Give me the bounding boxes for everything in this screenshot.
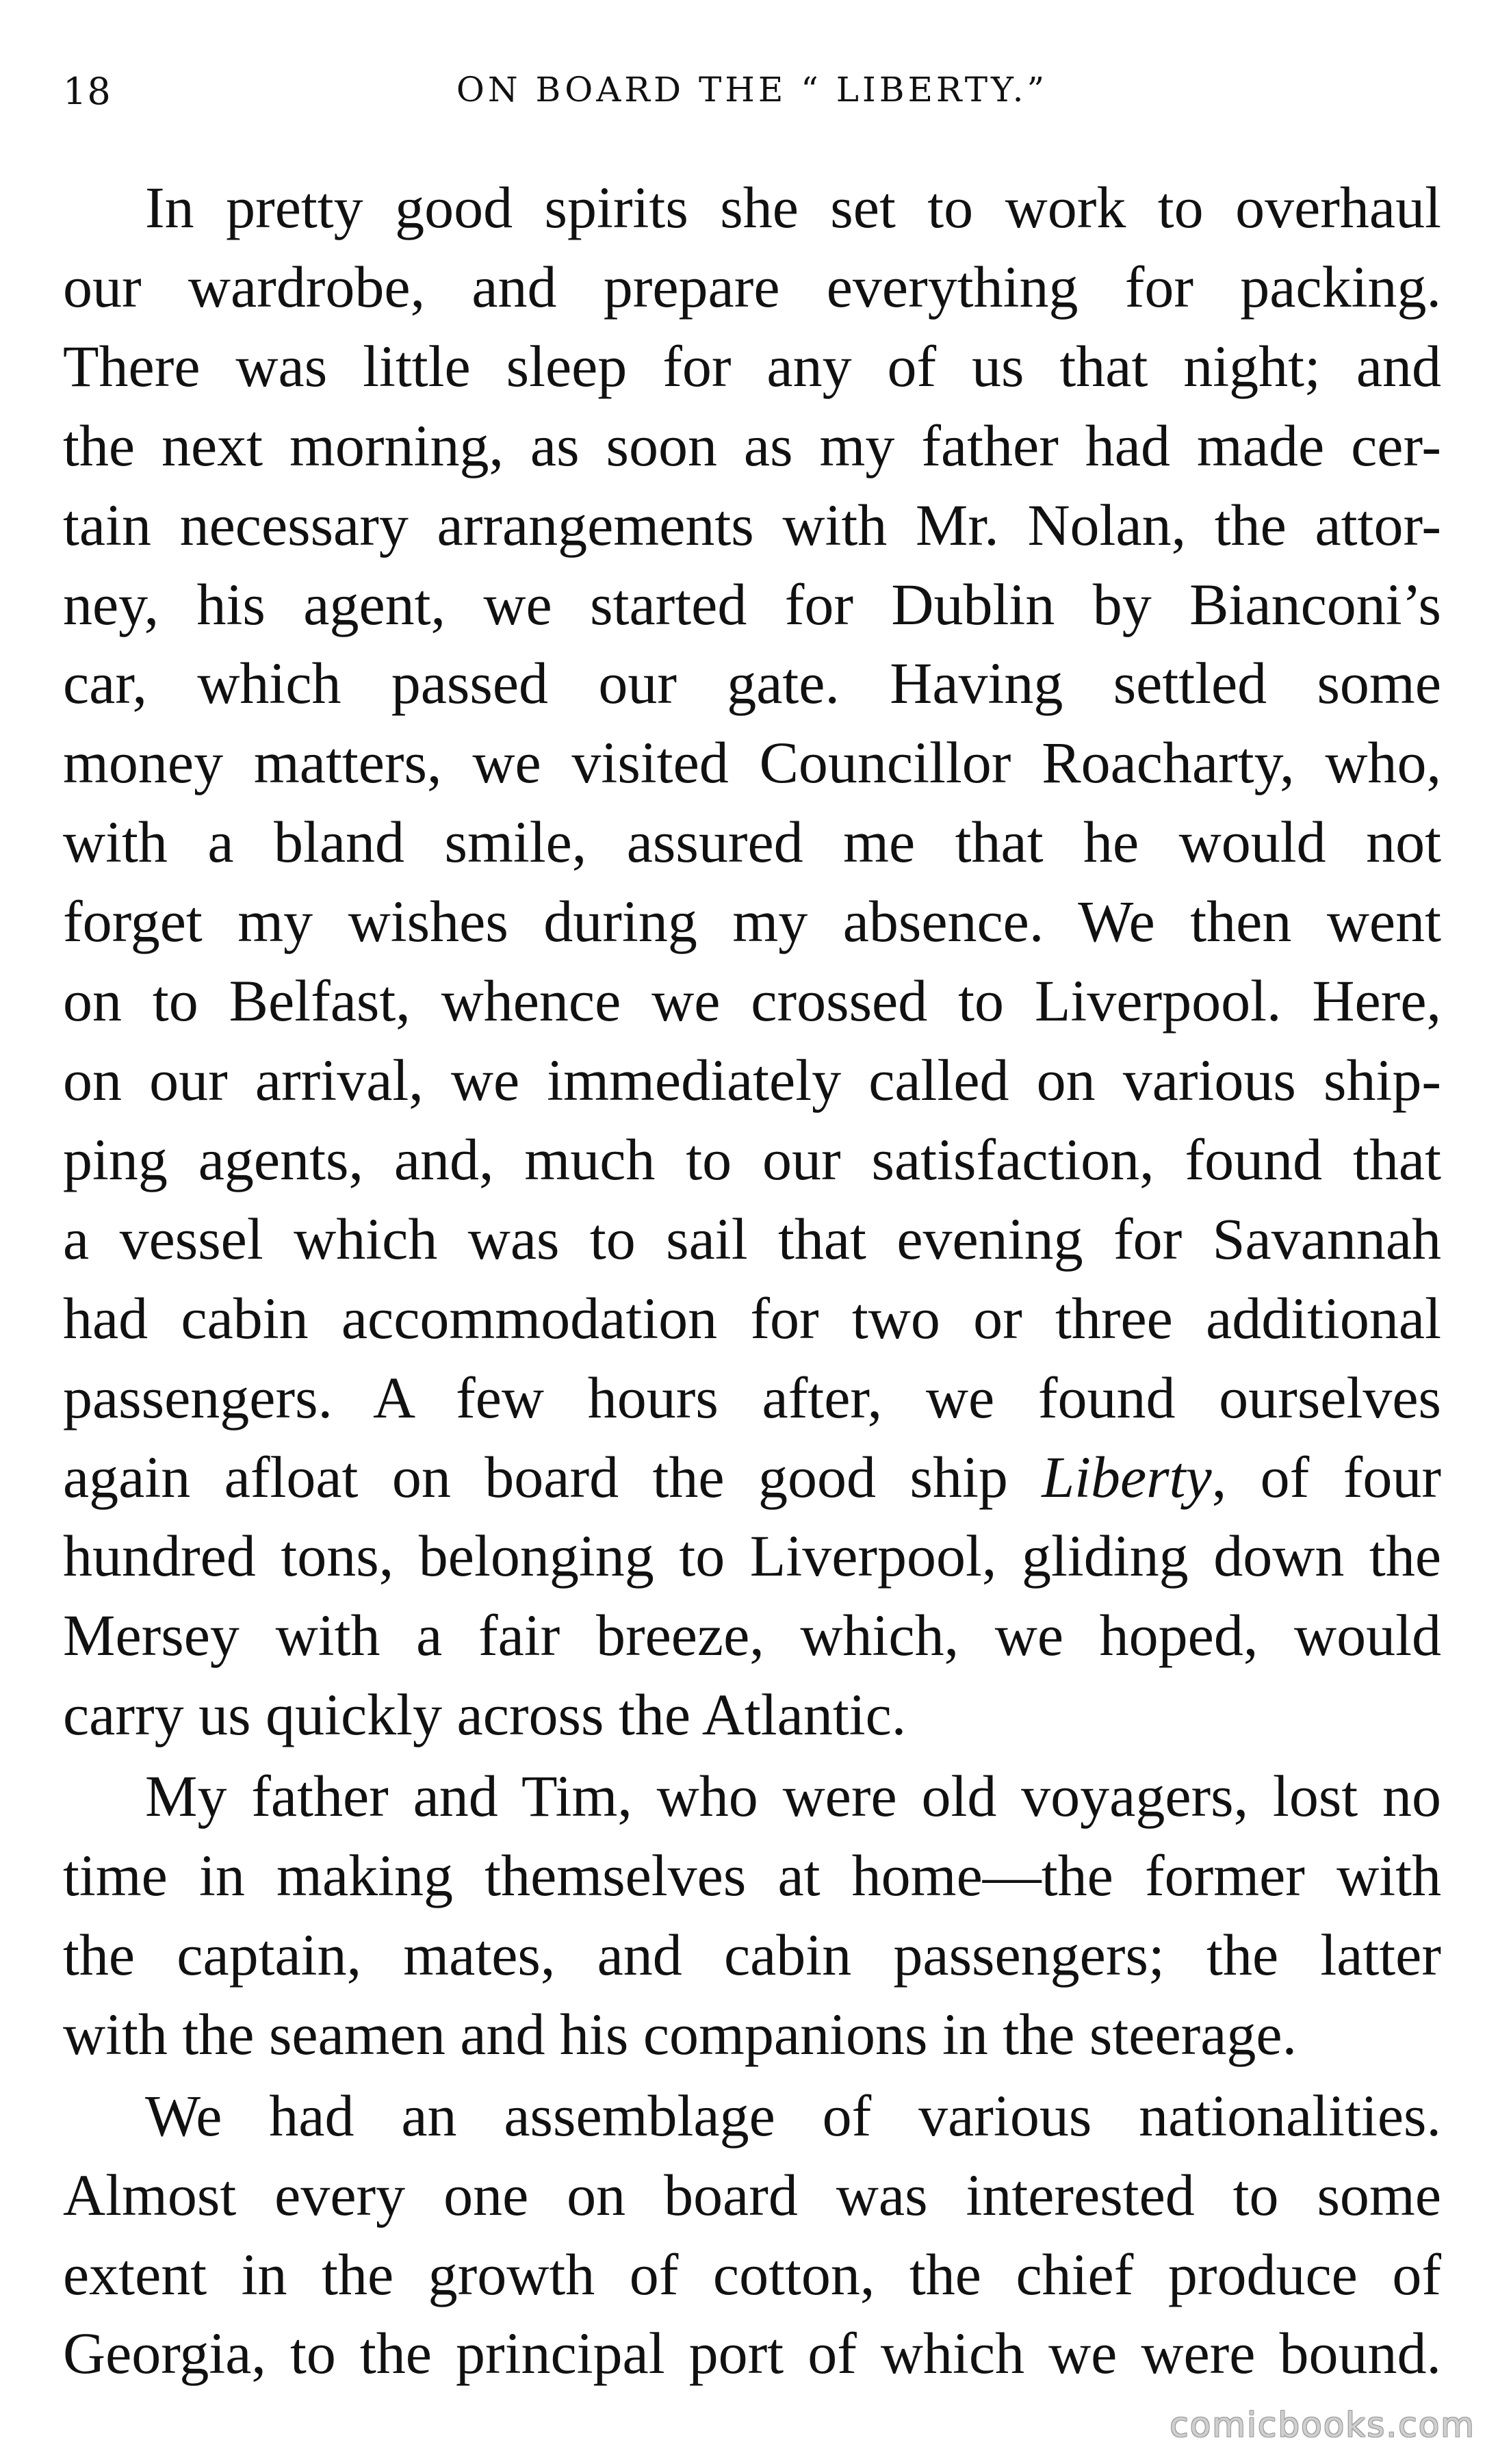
text-line: Almost every one on board was interested to some — [63, 2161, 1441, 2228]
text-line: a vessel which was to sail that evening for Savannah — [63, 1205, 1441, 1272]
text-line: carry us quickly across the Atlantic. — [63, 1682, 907, 1748]
line-text-before-ship-name: again afloat on board the good ship — [63, 1443, 1042, 1510]
text-line: tain necessary arrangements with Mr. Nolan, the attor- — [63, 491, 1441, 558]
text-line: with the seamen and his companions in the steerage. — [63, 2001, 1297, 2067]
paragraph-2 — [63, 1757, 1441, 2075]
page-header — [63, 70, 1441, 125]
text-line: money matters, we visited Councillor Roacharty, who, — [63, 730, 1441, 796]
text-line: ney, his agent, we started for Dublin by Bianconi’s — [63, 571, 1441, 637]
text-line: time in making themselves at home—the former with — [63, 1843, 1441, 1909]
text-line: car, which passed our gate. Having settled some — [63, 650, 1441, 717]
ship-name: Liberty — [1042, 1443, 1212, 1510]
paragraph-3 — [63, 2077, 1441, 2394]
text-line: My father and Tim, who were old voyagers, lost no — [145, 1763, 1441, 1830]
text-line: had cabin accommodation for two or three additional — [63, 1285, 1441, 1351]
text-line: ping agents, and, much to our satisfaction, found that — [63, 1126, 1441, 1192]
text-line: the next morning, as soon as my father had made cer- — [63, 412, 1441, 478]
text-line-with-ship-name — [63, 1438, 1441, 1517]
text-line: the captain, mates, and cabin passengers; the latter — [63, 1921, 1441, 1988]
text-line: hundred tons, belonging to Liverpool, gliding down the — [63, 1523, 1441, 1589]
text-line: with a bland smile, assured me that he would not — [63, 809, 1441, 875]
text-line: forget my wishes during my absence. We then went — [63, 888, 1441, 955]
text-line: on our arrival, we immediately called on various ship- — [63, 1047, 1441, 1113]
running-head: ON BOARD THE “ LIBERTY.” — [456, 70, 1048, 110]
body-text — [63, 168, 1441, 2394]
paragraph-1 — [63, 168, 1441, 1755]
line-text-after-ship-name: , of four — [1211, 1443, 1441, 1510]
text-line: our wardrobe, and prepare everything for packing. — [63, 253, 1441, 320]
text-line: passengers. A few hours after, we found ourselves — [63, 1364, 1441, 1430]
text-line: on to Belfast, whence we crossed to Liverpool. Here, — [63, 968, 1441, 1034]
text-line: We had an assemblage of various nationalities. — [145, 2082, 1441, 2148]
page-number: 18 — [63, 70, 112, 113]
text-line: Georgia, to the principal port of which we were bound. — [63, 2320, 1441, 2387]
text-line: There was little sleep for any of us that night; and — [63, 333, 1441, 399]
text-line: extent in the growth of cotton, the chief produce of — [63, 2241, 1441, 2307]
text-line: In pretty good spirits she set to work to overhaul — [145, 175, 1441, 240]
text-line: Mersey with a fair breeze, which, we hoped, would — [63, 1602, 1441, 1669]
watermark: comicbooks.com — [1170, 2405, 1475, 2445]
